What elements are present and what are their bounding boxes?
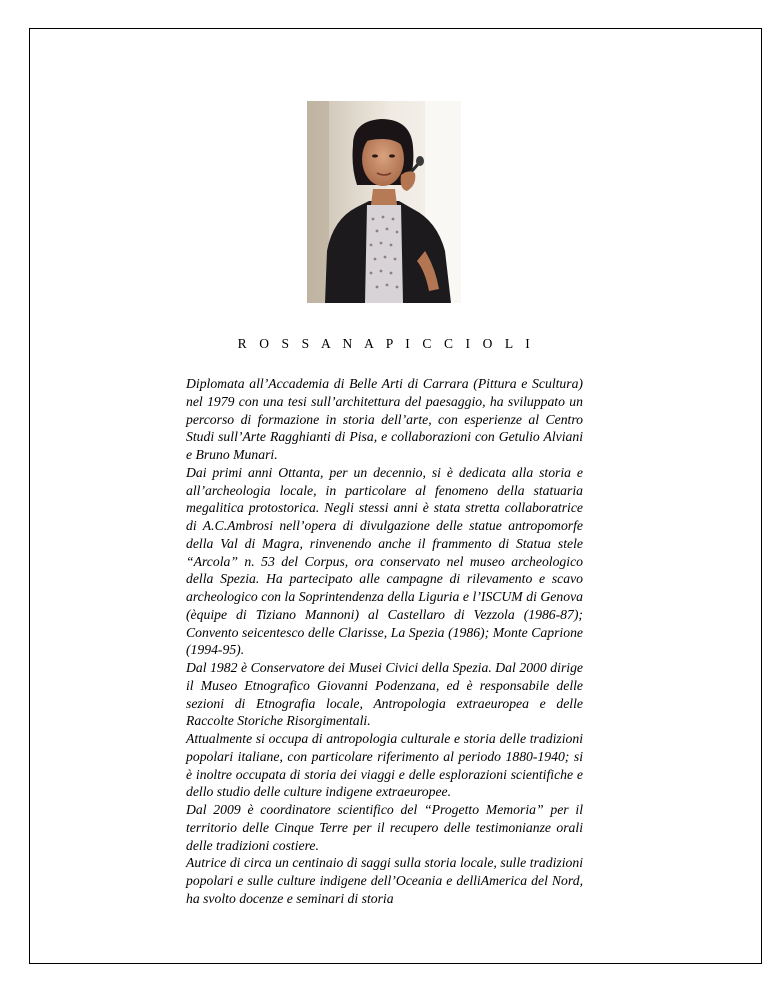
person-name-heading: R O S S A N A P I C C I O L I bbox=[237, 336, 535, 351]
bio-paragraph-anthropology: Attualmente si occupa di antropologia culturale e storia delle tradizioni popolari italiane, con particolare riferimento al periodo 1880-1940; si è inoltre occupata di storia dei viaggi e delle esplorazioni scientifiche e dello studio delle culture indigene extraeuropee. bbox=[186, 731, 583, 800]
bio-paragraph-publications: Autrice di circa un centinaio di saggi sulla storia locale, sulle tradizioni popolari e sulle culture indigene dell’Oceania e delliAmerica del Nord, ha svolto docenze e seminari di storia bbox=[186, 855, 583, 906]
bio-paragraph-education: Diplomata all’Accademia di Belle Arti di Carrara (Pittura e Scultura) nel 1979 con una tesi sull’architettura del paesaggio, ha sviluppato un percorso di formazione in storia dell’arte, con esperienze al Centro Studi sull’Arte Ragghianti di Pisa, e collaborazioni con Getulio Alviani e Bruno Munari. bbox=[186, 376, 583, 462]
biography-text bbox=[186, 375, 583, 908]
bio-paragraph-archaeology: Dai primi anni Ottanta, per un decennio, si è dedicata alla storia e all’archeologia locale, in particolare al fenomeno della statuaria megalitica protostorica. Negli stessi anni è stata stretta collaboratrice di A.C.Ambrosi nell’opera di divulgazione delle statue antropomorfe della Val di Magra, rinvenendo anche il frammento di Statua stele “Arcola” n. 53 del Corpus, ora conservato nel museo archeologico della Spezia. Ha partecipato alle campagne di rilevamento e scavo archeologico con la Soprintendenza della Liguria e l’ISCUM di Genova (èquipe di Tiziano Mannoni) al Castellaro di Vezzola (1986-87); Convento seicentesco delle Clarisse, La Spezia (1986); Monte Caprione (1994-95). bbox=[186, 464, 583, 658]
bio-paragraph-memory-project: Dal 2009 è coordinatore scientifico del “Progetto Memoria” per il territorio delle Cinque Terre per il recupero delle testimonianze orali delle tradizioni costiere. bbox=[186, 802, 583, 853]
portrait-photo bbox=[307, 101, 461, 303]
bio-paragraph-museums: Dal 1982 è Conservatore dei Musei Civici della Spezia. Dal 2000 dirige il Museo Etnografico Giovanni Podenzana, ed è responsabile delle sezioni di Etnografia locale, Antropologia extraeuropea e delle Raccolte Storiche Risorgimentali. bbox=[186, 660, 583, 729]
